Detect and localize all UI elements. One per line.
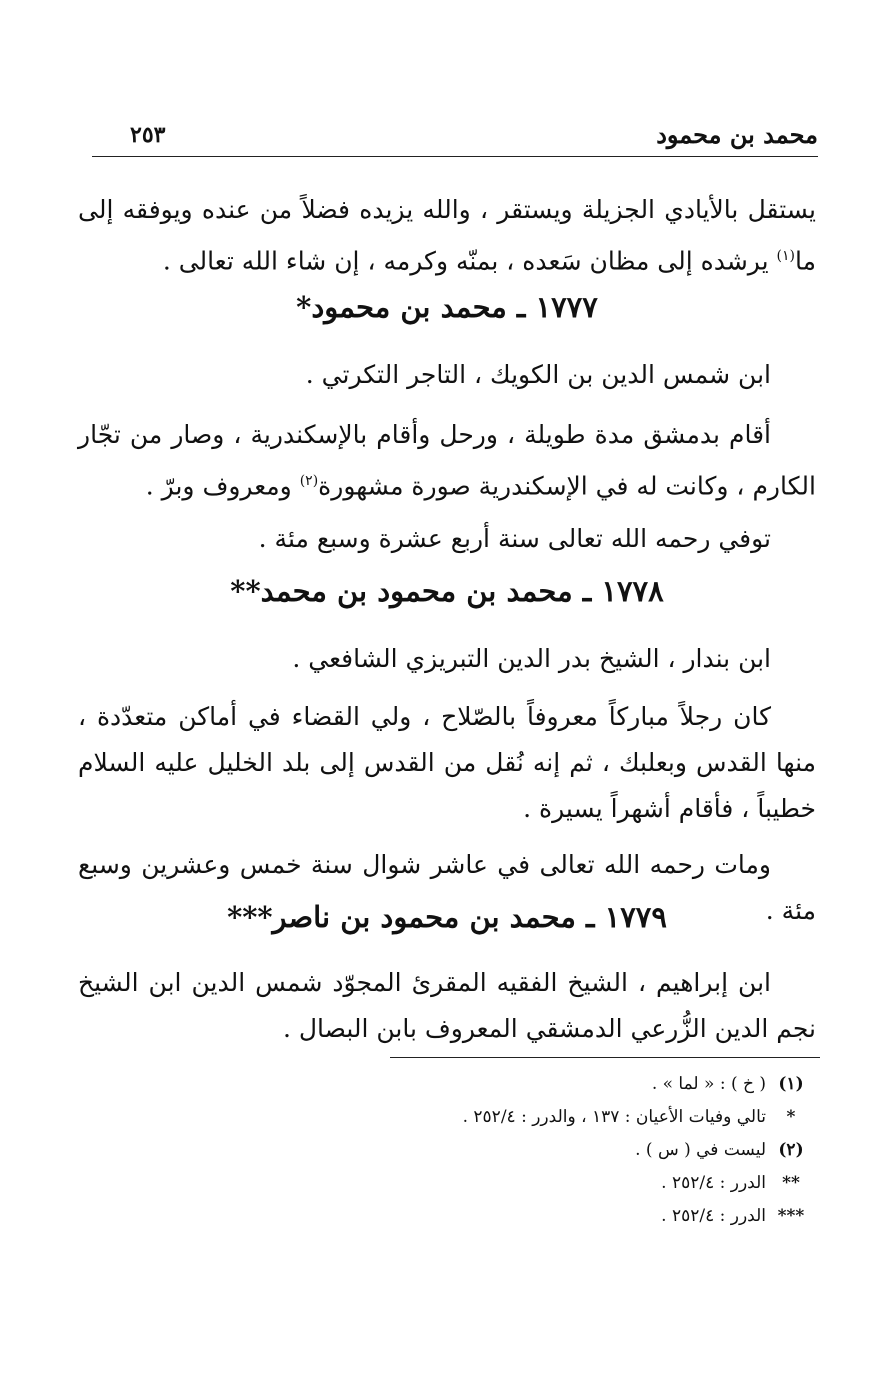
footnote-text: الدرر : ٢٥٢/٤ .	[661, 1206, 766, 1226]
footnote-marker: ***	[777, 1206, 805, 1226]
footnote	[92, 1167, 816, 1200]
entry-death: ومات رحمه الله تعالى في عاشر شوال سنة خمس وعشرين وسبع مئة .	[78, 850, 816, 925]
entry-1778	[78, 574, 816, 608]
entry-death: توفي رحمه الله تعالى سنة أربع عشرة وسبع مئة .	[258, 524, 771, 553]
entry-1777-death	[78, 516, 816, 562]
footnote	[92, 1101, 816, 1134]
entry-1777-lineage	[78, 352, 816, 398]
footnote-marker: (١)	[778, 1074, 804, 1094]
footnote-text: تالي وفيات الأعيان : ١٣٧ ، والدرر : ٢٥٢/٤ .	[462, 1107, 766, 1127]
entry-lineage: ابن شمس الدين بن الكويك ، التاجر التكرتي .	[305, 360, 771, 389]
footnote-text: ( خ ) : « لما » .	[651, 1074, 766, 1094]
entry-1777	[78, 290, 816, 324]
entry-bio-after: ومعروف وبرّ .	[145, 471, 300, 501]
entry-lineage: ابن بندار ، الشيخ بدر الدين التبريزي الشافعي .	[292, 644, 771, 673]
entry-1777-bio	[78, 412, 816, 509]
footnote-marker: (٢)	[778, 1140, 804, 1160]
entry-heading: ١٧٧٧ ـ محمد بن محمود*	[296, 290, 598, 324]
entry-bio: كان رجلاً مباركاً معروفاً بالصّلاح ، ولي القضاء في أماكن متعدّدة ، منها القدس وبعلبك ، ثم إنه نُقل من القدس إلى بلد الخليل عليه السلام خطيباً ، فأقام أشهراً يسيرة .	[78, 702, 816, 823]
footnote	[92, 1068, 816, 1101]
footnote-text: ليست في ( س ) .	[635, 1140, 766, 1160]
continuation-paragraph	[78, 187, 816, 284]
entry-1779-lineage	[78, 960, 816, 1052]
continuation-text-after: يرشده إلى مظان سَعده ، بمنّه وكرمه ، إن شاء الله تعالى .	[162, 246, 777, 276]
continuation-text: يستقل بالأيادي الجزيلة ويستقر ، والله يزيده فضلاً من عنده ويوفقه إلى ما	[78, 195, 816, 276]
footnote-marker: **	[782, 1173, 800, 1193]
page-number: ٢٥٣	[130, 122, 166, 148]
footnote-marker: *	[786, 1107, 796, 1127]
footnote-ref-1: (١)	[776, 248, 795, 264]
footnote-text: الدرر : ٢٥٢/٤ .	[661, 1173, 766, 1193]
entry-bio-text: أقام بدمشق مدة طويلة ، ورحل وأقام بالإسكندرية ، وصار من تجّار الكارم ، وكانت له في الإسكندرية صورة مشهورة	[78, 420, 816, 501]
footnote	[92, 1134, 816, 1167]
entry-lineage: ابن إبراهيم ، الشيخ الفقيه المقرئ المجوّد شمس الدين ابن الشيخ نجم الدين الزُّرعي الدمشقي المعروف بابن البصال .	[78, 968, 816, 1043]
footnotes	[92, 1068, 816, 1233]
running-title: محمد بن محمود	[656, 120, 818, 149]
entry-heading: ١٧٧٩ ـ محمد بن محمود بن ناصر***	[227, 900, 667, 934]
footnote-ref-2: (٢)	[299, 473, 319, 489]
footnote	[92, 1200, 816, 1233]
footnote-divider	[390, 1057, 820, 1058]
entry-1778-lineage	[78, 636, 816, 682]
entry-1778-bio	[78, 694, 816, 832]
page-header	[92, 120, 818, 157]
entry-heading: ١٧٧٨ ـ محمد بن محمود بن محمد**	[230, 574, 664, 608]
entry-1779	[78, 900, 816, 934]
